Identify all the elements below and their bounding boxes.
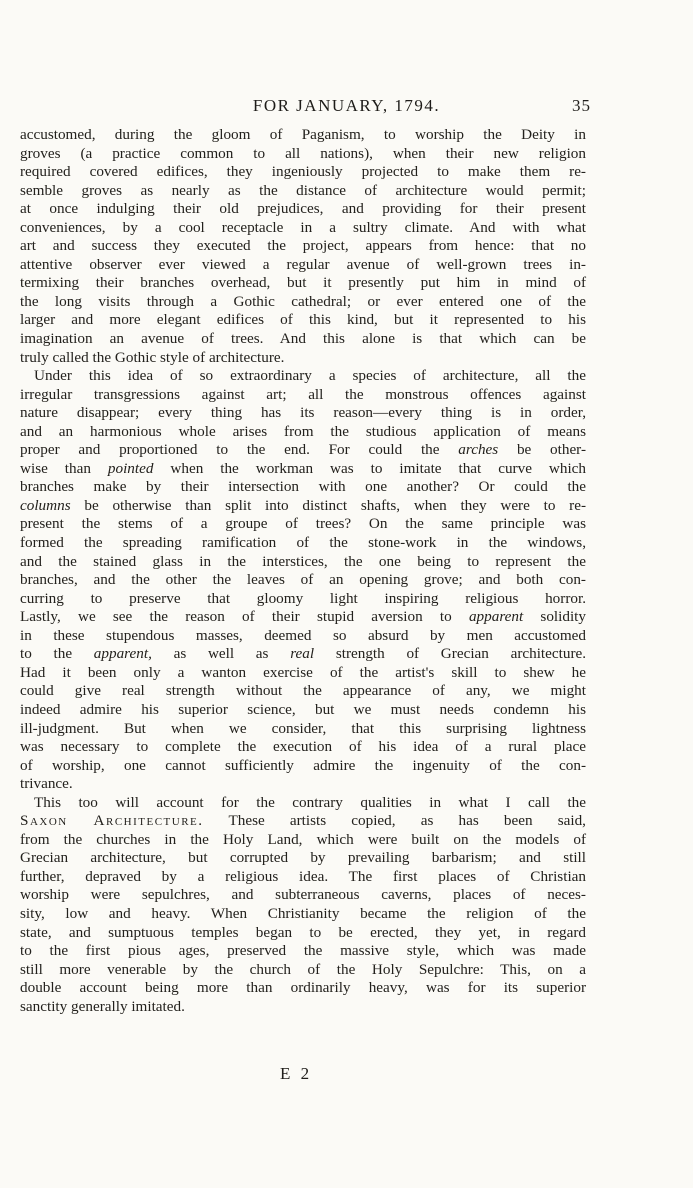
text-line: groves (a practice common to all nations), when their new religion <box>20 144 586 162</box>
text-line: present the stems of a groupe of trees? On the same principle was <box>20 515 586 533</box>
text-line: in these stupendous masses, deemed so absurd by men accustomed <box>20 626 586 644</box>
text-line: state, and sumptuous temples began to be erected, they yet, in regard <box>20 923 586 941</box>
paragraph-2 <box>20 367 586 794</box>
text-line: the long visits through a Gothic cathedral; or ever entered one of the <box>20 292 586 310</box>
text-line: accustomed, during the gloom of Paganism, to worship the Deity in <box>20 126 586 143</box>
text-line: sity, low and heavy. When Christianity became the religion of the <box>20 904 586 922</box>
text-line: columns be otherwise than split into distinct shafts, when they were to re- <box>20 496 587 514</box>
italic-word: columns <box>20 496 71 514</box>
text-line: attentive observer ever viewed a regular avenue of well-grown trees in- <box>20 255 586 273</box>
text-line: termixing their branches overhead, but it presently put him in mind of <box>20 274 586 292</box>
body-text <box>20 126 586 1016</box>
italic-word: arches <box>458 441 499 459</box>
text-line: to the first pious ages, preserved the massive style, which was made <box>20 942 586 960</box>
text-line: of worship, one cannot sufficiently admire the ingenuity of the con- <box>20 756 586 774</box>
text-line: wise than pointed when the workman was to imitate that curve which <box>20 459 586 477</box>
small-caps-term: Saxon Architecture. <box>20 812 204 830</box>
text-line: double account being more than ordinarily heavy, was for its superior <box>20 979 586 997</box>
text-line: was necessary to complete the execution of his idea of a rural place <box>20 738 586 756</box>
signature-mark: E 2 <box>280 1064 313 1083</box>
text-line: conveniences, by a cool receptacle in a sultry climate. And with what <box>20 218 586 236</box>
text-line: proper and proportioned to the end. For could the arches be other- <box>20 441 586 459</box>
text-line: still more venerable by the church of the Holy Sepulchre: This, on a <box>20 960 586 978</box>
text-line: branches, and the other the leaves of an opening grove; and both con- <box>20 571 586 589</box>
page-number: 35 <box>572 96 591 115</box>
text-line: and the stained glass in the interstices, the one being to represent the <box>20 552 586 570</box>
page-header <box>0 96 693 120</box>
text-line: could give real strength without the appearance of any, we might <box>20 682 586 700</box>
text-line: truly called the Gothic style of architecture. <box>20 348 285 366</box>
text-line: This too will account for the contrary qualities in what I call the <box>34 793 586 811</box>
text-line: trivance. <box>20 775 73 793</box>
italic-word: apparent, <box>93 645 152 663</box>
text-line: irregular transgressions against art; all the monstrous offences against <box>20 385 586 403</box>
running-head: FOR JANUARY, 1794. <box>252 96 441 115</box>
text-line: from the churches in the Holy Land, which were built on the models of <box>20 830 586 848</box>
text-line: Under this idea of so extraordinary a species of architecture, all the <box>34 367 586 385</box>
text-line: and an harmonious whole arises from the studious application of means <box>20 422 586 440</box>
text-line: Lastly, we see the reason of their stupid aversion to apparent solidity <box>20 608 586 626</box>
text-line: imagination an avenue of trees. And this alone is that which can be <box>20 330 586 348</box>
text-line: at once indulging their old prejudices, and providing for their present <box>20 200 586 218</box>
text-line: ill-judgment. But when we consider, that this surprising lightness <box>20 719 586 737</box>
text-line: Had it been only a wanton exercise of the artist's skill to shew he <box>20 663 586 681</box>
italic-word: apparent <box>468 608 524 626</box>
text-line: Grecian architecture, but corrupted by prevailing barbarism; and still <box>20 849 586 867</box>
text-line: formed the spreading ramification of the stone-work in the windows, <box>20 534 586 552</box>
text-line: art and success they executed the project, appears from hence: that no <box>20 237 586 255</box>
text-line: sanctity generally imitated. <box>20 997 185 1015</box>
text-line: to the apparent, as well as real strength of Grecian architecture. <box>20 645 587 663</box>
text-line: worship were sepulchres, and subterraneous caverns, places of neces- <box>20 886 586 904</box>
text-line: Saxon Architecture. These artists copied, as has been said, <box>20 812 586 830</box>
text-line: indeed admire his superior science, but we must needs condemn his <box>20 700 586 718</box>
italic-word: pointed <box>107 459 154 477</box>
text-line: required covered edifices, they ingeniously projected to make them re- <box>20 163 586 181</box>
italic-word: real <box>290 645 315 663</box>
text-line: nature disappear; every thing has its reason—every thing is in order, <box>20 404 586 422</box>
text-line: further, depraved by a religious idea. The first places of Christian <box>20 867 586 885</box>
paragraph-1 <box>20 126 586 367</box>
text-line: semble groves as nearly as the distance of architecture would permit; <box>20 181 586 199</box>
text-line: branches make by their intersection with one another? Or could the <box>20 478 586 496</box>
paragraph-3 <box>20 794 586 1017</box>
text-line: larger and more elegant edifices of this kind, but it represented to his <box>20 311 586 329</box>
text-line: curring to preserve that gloomy light inspiring religious horror. <box>20 589 586 607</box>
